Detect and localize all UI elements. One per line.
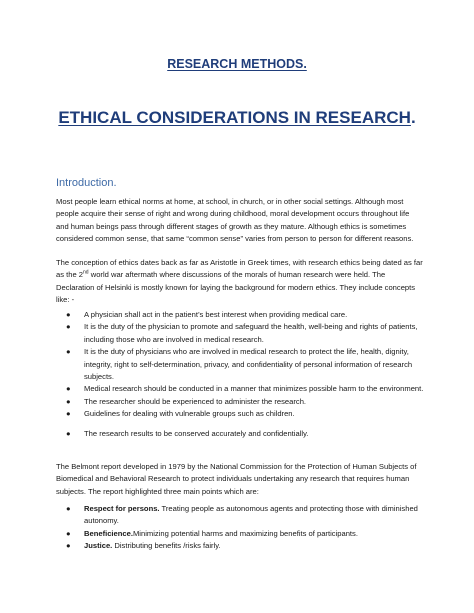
concepts-list: [56, 309, 424, 440]
point-text: Minimizing potential harms and maximizing benefits of participants.: [132, 528, 358, 538]
point-term: Justice.: [84, 541, 113, 551]
list-item-text: The research results to be conserved accurately and confidentially.: [84, 428, 309, 438]
point-term: Respect for persons.: [84, 504, 160, 513]
bullet-icon: ●: [66, 541, 71, 551]
belmont-points-list: [56, 503, 424, 553]
bullet-icon: ●: [66, 409, 71, 419]
section-heading-introduction: Introduction.: [56, 177, 117, 189]
list-item: [56, 428, 424, 440]
list-item: [56, 396, 424, 408]
list-item-text: It is the duty of physicians who are involved in medical research to protect the life, health, dignity, integrity, right to self-determination, privacy, and confidentiality of personal information of research subjects.: [84, 347, 413, 382]
point-term: Beneficience.: [84, 528, 133, 538]
bullet-icon: ●: [66, 428, 71, 438]
intro-paragraph: Most people learn ethical norms at home, at school, in church, or in other social settings. Although most people acquire their sense of right and wrong during childhood, moral development occurs throughout life and human beings pass through different stages of growth as they mature. Although ethics is sometimes considered common sense, that same “common sense” varies from person to person for different reasons.: [56, 197, 414, 244]
belmont-paragraph: The Belmont report developed in 1979 by the National Commission for the Protection of Human Subjects of Biomedical and Behavioral Research to protect individuals undertaking any research that requires human subjects. The report highlighted three main points which are:: [56, 462, 417, 496]
list-item: [56, 540, 424, 552]
bullet-icon: ●: [66, 384, 71, 394]
subject-heading-text: RESEARCH METHODS.: [167, 57, 307, 71]
list-item: [56, 503, 424, 528]
subject-heading: [0, 57, 474, 71]
bullet-icon: ●: [66, 396, 71, 406]
list-item: [56, 383, 424, 395]
history-text-start: The conception of ethics dates back as far as Aristotle in Greek times, with research ethics being dated as far as the 2: [56, 258, 423, 280]
list-item-text: Guidelines for dealing with vulnerable groups such as children.: [84, 409, 295, 419]
document-title-text: ETHICAL CONSIDERATIONS IN RESEARCH: [58, 108, 411, 127]
list-item: [56, 528, 424, 540]
ordinal-suffix: nd: [83, 269, 89, 276]
bullet-icon: ●: [66, 322, 71, 332]
document-title-period: .: [410, 108, 416, 127]
point-text: Distributing benefits /risks fairly.: [112, 541, 221, 551]
list-item: [56, 346, 424, 383]
list-item-text: Medical research should be conducted in a manner that minimizes possible harm to the environment.: [84, 384, 424, 394]
history-text-end: world war aftermath where discussions of the morals of human research were held. The Declaration of Helsinki is mostly known for laying the background for modern ethics. They include concepts like: -: [56, 270, 416, 305]
history-paragraph: [56, 257, 424, 307]
list-item: [56, 321, 424, 346]
list-item-text: The researcher should be experienced to administer the research.: [84, 396, 307, 406]
document-title: [0, 108, 474, 128]
point-text: Treating people as autonomous agents and protecting those with diminished autonomy.: [84, 504, 418, 526]
bullet-icon: ●: [66, 528, 71, 538]
bullet-icon: ●: [66, 310, 71, 319]
list-item-text: It is the duty of the physician to promote and safeguard the health, well-being and rights of patients, including those who are involved in medical research.: [84, 322, 418, 344]
list-item: [56, 408, 424, 420]
bullet-icon: ●: [66, 347, 71, 357]
list-item: [56, 309, 424, 321]
bullet-icon: ●: [66, 504, 71, 513]
list-item-text: A physician shall act in the patient’s best interest when providing medical care.: [84, 310, 348, 319]
